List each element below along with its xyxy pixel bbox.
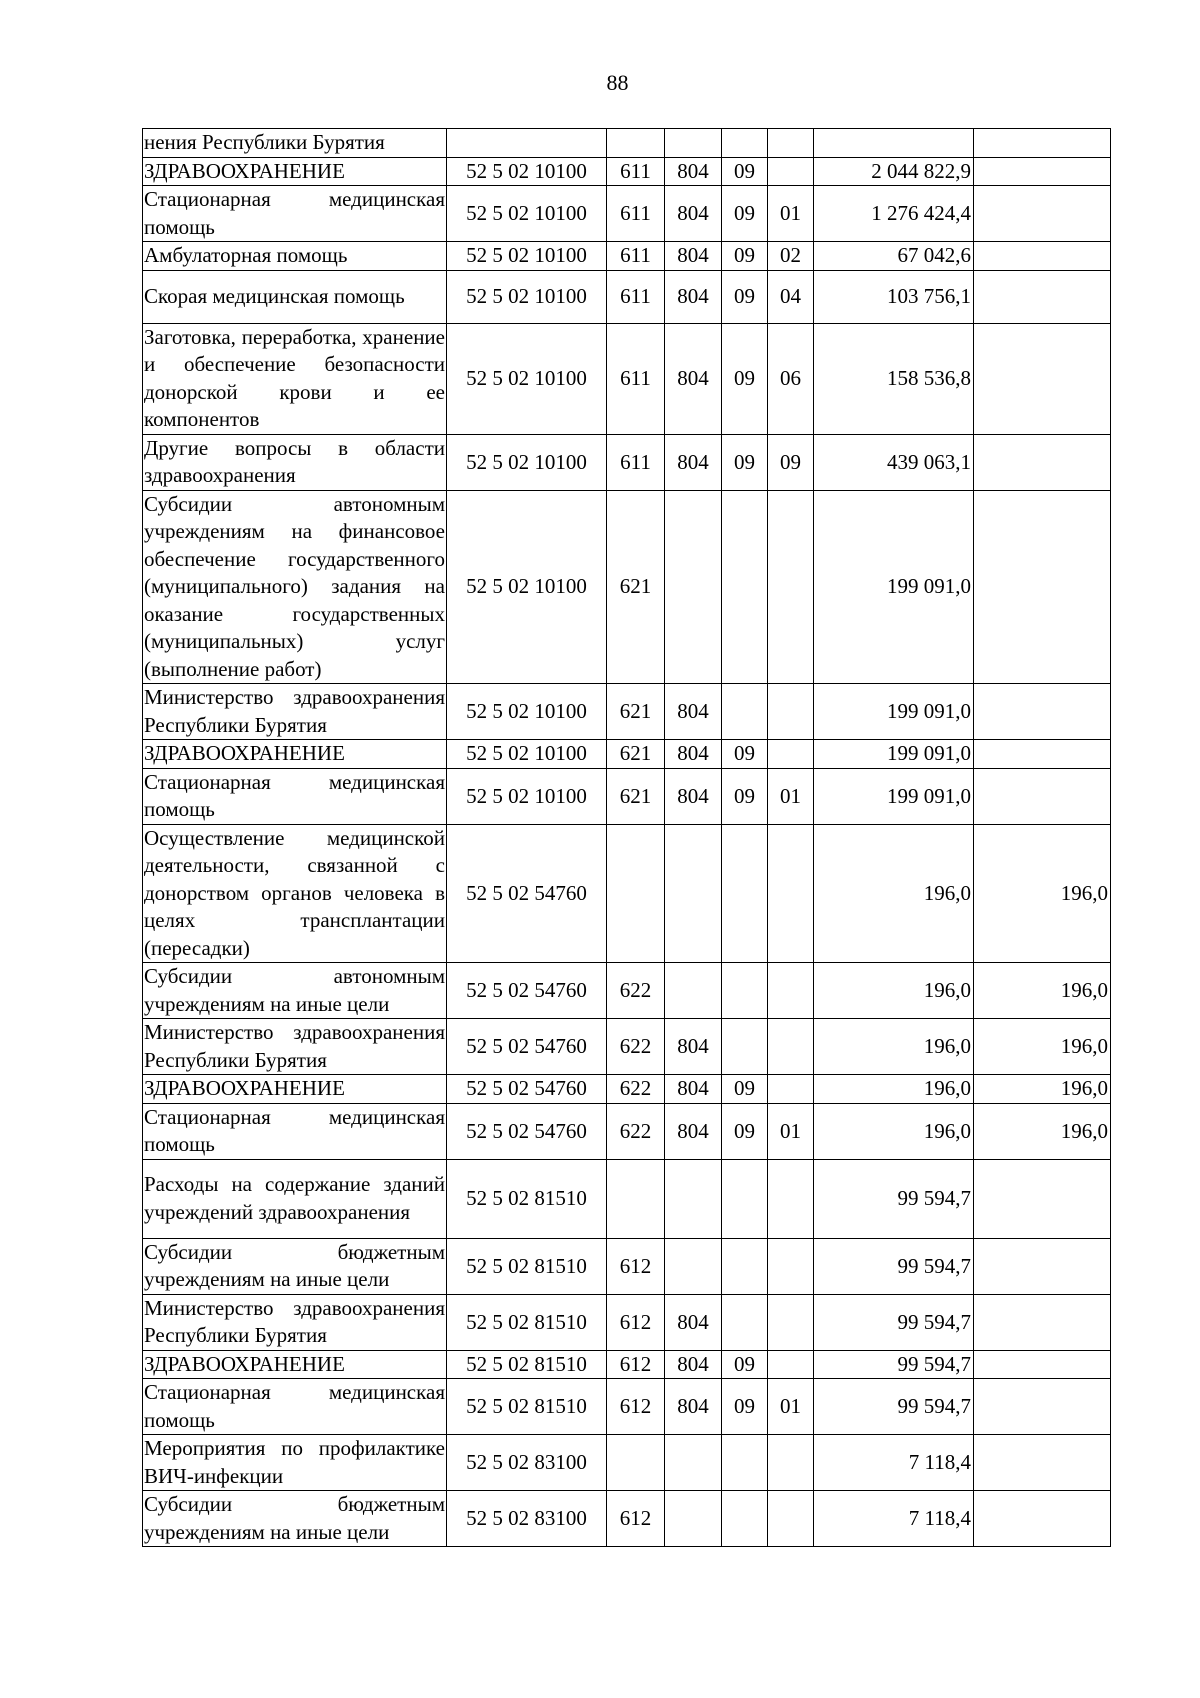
cell-section xyxy=(722,129,768,158)
cell-target-code: 52 5 02 83100 xyxy=(447,1491,607,1547)
cell-target-code: 52 5 02 81510 xyxy=(447,1350,607,1379)
cell-department-code: 804 xyxy=(665,270,722,323)
cell-subsection xyxy=(768,824,814,963)
cell-amount: 103 756,1 xyxy=(814,270,974,323)
cell-amount: 196,0 xyxy=(814,1075,974,1104)
cell-target-code: 52 5 02 83100 xyxy=(447,1435,607,1491)
cell-name: ЗДРАВООХРАНЕНИЕ xyxy=(143,1075,447,1104)
cell-amount-federal: 196,0 xyxy=(974,824,1111,963)
cell-target-code: 52 5 02 54760 xyxy=(447,824,607,963)
cell-section: 09 xyxy=(722,1075,768,1104)
cell-target-code: 52 5 02 10100 xyxy=(447,242,607,271)
table-row xyxy=(143,768,1111,824)
cell-name: Стационарная медицинская помощь xyxy=(143,768,447,824)
cell-department-code: 804 xyxy=(665,740,722,769)
table-row xyxy=(143,684,1111,740)
table-row xyxy=(143,824,1111,963)
cell-amount: 196,0 xyxy=(814,1019,974,1075)
cell-department-code xyxy=(665,824,722,963)
cell-name: ЗДРАВООХРАНЕНИЕ xyxy=(143,1350,447,1379)
cell-expense-type: 622 xyxy=(607,1103,665,1159)
cell-amount-federal xyxy=(974,1294,1111,1350)
cell-section xyxy=(722,1491,768,1547)
cell-expense-type: 612 xyxy=(607,1350,665,1379)
cell-amount-federal xyxy=(974,768,1111,824)
table-row xyxy=(143,1491,1111,1547)
cell-target-code: 52 5 02 54760 xyxy=(447,1075,607,1104)
cell-subsection: 01 xyxy=(768,768,814,824)
cell-department-code: 804 xyxy=(665,1019,722,1075)
cell-section xyxy=(722,1238,768,1294)
cell-amount: 199 091,0 xyxy=(814,490,974,684)
cell-name: Расходы на содержание зданий учреждений здравоохранения xyxy=(143,1159,447,1238)
table-row xyxy=(143,963,1111,1019)
cell-target-code: 52 5 02 81510 xyxy=(447,1238,607,1294)
cell-target-code: 52 5 02 10100 xyxy=(447,490,607,684)
cell-amount-federal: 196,0 xyxy=(974,1075,1111,1104)
cell-name: ЗДРАВООХРАНЕНИЕ xyxy=(143,740,447,769)
cell-section xyxy=(722,1159,768,1238)
cell-expense-type: 621 xyxy=(607,740,665,769)
cell-amount: 158 536,8 xyxy=(814,323,974,434)
cell-department-code xyxy=(665,490,722,684)
cell-section: 09 xyxy=(722,323,768,434)
table-row xyxy=(143,740,1111,769)
cell-name: Осуществление медицинской деятельности, связанной с донорством органов человека в целях трансплантации (пересадки) xyxy=(143,824,447,963)
cell-target-code: 52 5 02 10100 xyxy=(447,768,607,824)
cell-amount-federal xyxy=(974,186,1111,242)
cell-target-code: 52 5 02 81510 xyxy=(447,1294,607,1350)
cell-expense-type: 612 xyxy=(607,1238,665,1294)
table-row xyxy=(143,157,1111,186)
cell-subsection xyxy=(768,1019,814,1075)
table-row xyxy=(143,1103,1111,1159)
cell-subsection xyxy=(768,1491,814,1547)
cell-department-code xyxy=(665,1238,722,1294)
cell-department-code: 804 xyxy=(665,242,722,271)
cell-subsection xyxy=(768,963,814,1019)
cell-name: Стационарная медицинская помощь xyxy=(143,1379,447,1435)
cell-amount-federal xyxy=(974,434,1111,490)
table-row xyxy=(143,1075,1111,1104)
cell-amount: 196,0 xyxy=(814,1103,974,1159)
cell-department-code xyxy=(665,963,722,1019)
cell-section xyxy=(722,684,768,740)
cell-section: 09 xyxy=(722,270,768,323)
cell-expense-type: 622 xyxy=(607,1075,665,1104)
cell-department-code: 804 xyxy=(665,768,722,824)
cell-expense-type: 622 xyxy=(607,963,665,1019)
cell-amount-federal: 196,0 xyxy=(974,963,1111,1019)
page-number: 88 xyxy=(606,70,629,95)
cell-amount-federal xyxy=(974,1159,1111,1238)
cell-amount: 99 594,7 xyxy=(814,1350,974,1379)
cell-amount: 99 594,7 xyxy=(814,1379,974,1435)
cell-name: Министерство здравоохранения Республики Бурятия xyxy=(143,1019,447,1075)
cell-expense-type: 621 xyxy=(607,490,665,684)
cell-expense-type: 621 xyxy=(607,684,665,740)
table-row xyxy=(143,186,1111,242)
cell-expense-type xyxy=(607,1159,665,1238)
cell-department-code: 804 xyxy=(665,157,722,186)
cell-name: Стационарная медицинская помощь xyxy=(143,1103,447,1159)
table-row xyxy=(143,242,1111,271)
cell-amount: 196,0 xyxy=(814,824,974,963)
cell-expense-type: 611 xyxy=(607,157,665,186)
cell-subsection xyxy=(768,684,814,740)
cell-amount: 439 063,1 xyxy=(814,434,974,490)
cell-department-code: 804 xyxy=(665,1103,722,1159)
table-row xyxy=(143,1019,1111,1075)
cell-name: Заготовка, переработка, хранение и обеспечение безопасности донорской крови и ее компонентов xyxy=(143,323,447,434)
cell-subsection xyxy=(768,1350,814,1379)
cell-target-code: 52 5 02 54760 xyxy=(447,1103,607,1159)
cell-subsection xyxy=(768,1294,814,1350)
cell-target-code: 52 5 02 10100 xyxy=(447,157,607,186)
cell-amount-federal: 196,0 xyxy=(974,1103,1111,1159)
cell-target-code: 52 5 02 10100 xyxy=(447,270,607,323)
budget-table-body xyxy=(143,129,1111,1547)
cell-section: 09 xyxy=(722,740,768,769)
cell-amount: 99 594,7 xyxy=(814,1294,974,1350)
cell-department-code: 804 xyxy=(665,1379,722,1435)
cell-subsection: 02 xyxy=(768,242,814,271)
cell-amount: 196,0 xyxy=(814,963,974,1019)
cell-section xyxy=(722,1019,768,1075)
cell-target-code: 52 5 02 81510 xyxy=(447,1159,607,1238)
cell-amount: 199 091,0 xyxy=(814,768,974,824)
cell-amount-federal xyxy=(974,1435,1111,1491)
cell-subsection: 01 xyxy=(768,186,814,242)
cell-target-code: 52 5 02 10100 xyxy=(447,434,607,490)
cell-amount: 99 594,7 xyxy=(814,1159,974,1238)
cell-amount: 99 594,7 xyxy=(814,1238,974,1294)
cell-amount-federal: 196,0 xyxy=(974,1019,1111,1075)
cell-section: 09 xyxy=(722,1103,768,1159)
cell-department-code xyxy=(665,129,722,158)
cell-name: Субсидии автономным учреждениям на иные цели xyxy=(143,963,447,1019)
cell-name: Субсидии бюджетным учреждениям на иные цели xyxy=(143,1491,447,1547)
budget-table xyxy=(142,128,1111,1547)
cell-target-code: 52 5 02 10100 xyxy=(447,684,607,740)
cell-amount: 7 118,4 xyxy=(814,1491,974,1547)
cell-expense-type: 612 xyxy=(607,1294,665,1350)
cell-amount: 67 042,6 xyxy=(814,242,974,271)
cell-expense-type: 611 xyxy=(607,186,665,242)
cell-amount-federal xyxy=(974,323,1111,434)
cell-amount-federal xyxy=(974,684,1111,740)
cell-subsection: 06 xyxy=(768,323,814,434)
cell-name: ЗДРАВООХРАНЕНИЕ xyxy=(143,157,447,186)
cell-subsection xyxy=(768,1075,814,1104)
cell-amount: 1 276 424,4 xyxy=(814,186,974,242)
cell-expense-type xyxy=(607,824,665,963)
cell-subsection xyxy=(768,1159,814,1238)
cell-department-code: 804 xyxy=(665,684,722,740)
cell-section xyxy=(722,963,768,1019)
cell-subsection xyxy=(768,1238,814,1294)
cell-subsection: 01 xyxy=(768,1103,814,1159)
cell-section: 09 xyxy=(722,186,768,242)
cell-target-code: 52 5 02 10100 xyxy=(447,186,607,242)
cell-name: Скорая медицинская помощь xyxy=(143,270,447,323)
cell-department-code: 804 xyxy=(665,1075,722,1104)
cell-section xyxy=(722,1294,768,1350)
cell-section xyxy=(722,1435,768,1491)
cell-name: Субсидии автономным учреждениям на финансовое обеспечение государственного (муниципального) задания на оказание государственных (муниципальных) услуг (выполнение работ) xyxy=(143,490,447,684)
cell-subsection: 01 xyxy=(768,1379,814,1435)
cell-subsection xyxy=(768,740,814,769)
cell-expense-type xyxy=(607,129,665,158)
cell-expense-type: 611 xyxy=(607,323,665,434)
table-row xyxy=(143,490,1111,684)
cell-name: Амбулаторная помощь xyxy=(143,242,447,271)
cell-target-code: 52 5 02 54760 xyxy=(447,1019,607,1075)
cell-amount-federal xyxy=(974,1238,1111,1294)
cell-expense-type: 621 xyxy=(607,768,665,824)
cell-subsection xyxy=(768,1435,814,1491)
cell-amount-federal xyxy=(974,1379,1111,1435)
cell-section: 09 xyxy=(722,242,768,271)
table-row xyxy=(143,1435,1111,1491)
cell-name: Субсидии бюджетным учреждениям на иные цели xyxy=(143,1238,447,1294)
cell-amount: 7 118,4 xyxy=(814,1435,974,1491)
cell-department-code xyxy=(665,1491,722,1547)
cell-expense-type: 622 xyxy=(607,1019,665,1075)
cell-name: нения Республики Бурятия xyxy=(143,129,447,158)
cell-subsection xyxy=(768,490,814,684)
cell-expense-type: 611 xyxy=(607,270,665,323)
cell-amount-federal xyxy=(974,157,1111,186)
cell-target-code: 52 5 02 10100 xyxy=(447,323,607,434)
cell-target-code xyxy=(447,129,607,158)
cell-name: Стационарная медицинская помощь xyxy=(143,186,447,242)
cell-subsection: 04 xyxy=(768,270,814,323)
table-row xyxy=(143,323,1111,434)
cell-section: 09 xyxy=(722,434,768,490)
cell-target-code: 52 5 02 81510 xyxy=(447,1379,607,1435)
cell-subsection xyxy=(768,157,814,186)
cell-expense-type: 611 xyxy=(607,434,665,490)
table-row xyxy=(143,434,1111,490)
table-row xyxy=(143,1238,1111,1294)
cell-section: 09 xyxy=(722,1379,768,1435)
cell-amount-federal xyxy=(974,1491,1111,1547)
table-row xyxy=(143,270,1111,323)
cell-amount-federal xyxy=(974,490,1111,684)
cell-department-code: 804 xyxy=(665,323,722,434)
cell-department-code: 804 xyxy=(665,186,722,242)
cell-subsection: 09 xyxy=(768,434,814,490)
cell-name: Министерство здравоохранения Республики Бурятия xyxy=(143,684,447,740)
cell-amount: 199 091,0 xyxy=(814,740,974,769)
cell-amount-federal xyxy=(974,1350,1111,1379)
cell-section: 09 xyxy=(722,1350,768,1379)
cell-amount xyxy=(814,129,974,158)
cell-amount-federal xyxy=(974,740,1111,769)
cell-department-code: 804 xyxy=(665,1294,722,1350)
cell-name: Другие вопросы в области здравоохранения xyxy=(143,434,447,490)
cell-section xyxy=(722,490,768,684)
cell-expense-type: 611 xyxy=(607,242,665,271)
cell-section: 09 xyxy=(722,157,768,186)
cell-target-code: 52 5 02 54760 xyxy=(447,963,607,1019)
cell-department-code: 804 xyxy=(665,1350,722,1379)
cell-department-code xyxy=(665,1435,722,1491)
table-row xyxy=(143,1350,1111,1379)
cell-expense-type: 612 xyxy=(607,1491,665,1547)
cell-name: Министерство здравоохранения Республики Бурятия xyxy=(143,1294,447,1350)
table-row xyxy=(143,1294,1111,1350)
table-row xyxy=(143,1159,1111,1238)
cell-target-code: 52 5 02 10100 xyxy=(447,740,607,769)
table-row xyxy=(143,129,1111,158)
cell-department-code: 804 xyxy=(665,434,722,490)
cell-amount-federal xyxy=(974,242,1111,271)
cell-subsection xyxy=(768,129,814,158)
cell-section: 09 xyxy=(722,768,768,824)
cell-section xyxy=(722,824,768,963)
cell-amount: 199 091,0 xyxy=(814,684,974,740)
cell-amount: 2 044 822,9 xyxy=(814,157,974,186)
cell-expense-type: 612 xyxy=(607,1379,665,1435)
table-row xyxy=(143,1379,1111,1435)
cell-department-code xyxy=(665,1159,722,1238)
cell-amount-federal xyxy=(974,270,1111,323)
cell-expense-type xyxy=(607,1435,665,1491)
cell-amount-federal xyxy=(974,129,1111,158)
cell-name: Мероприятия по профилактике ВИЧ-инфекции xyxy=(143,1435,447,1491)
